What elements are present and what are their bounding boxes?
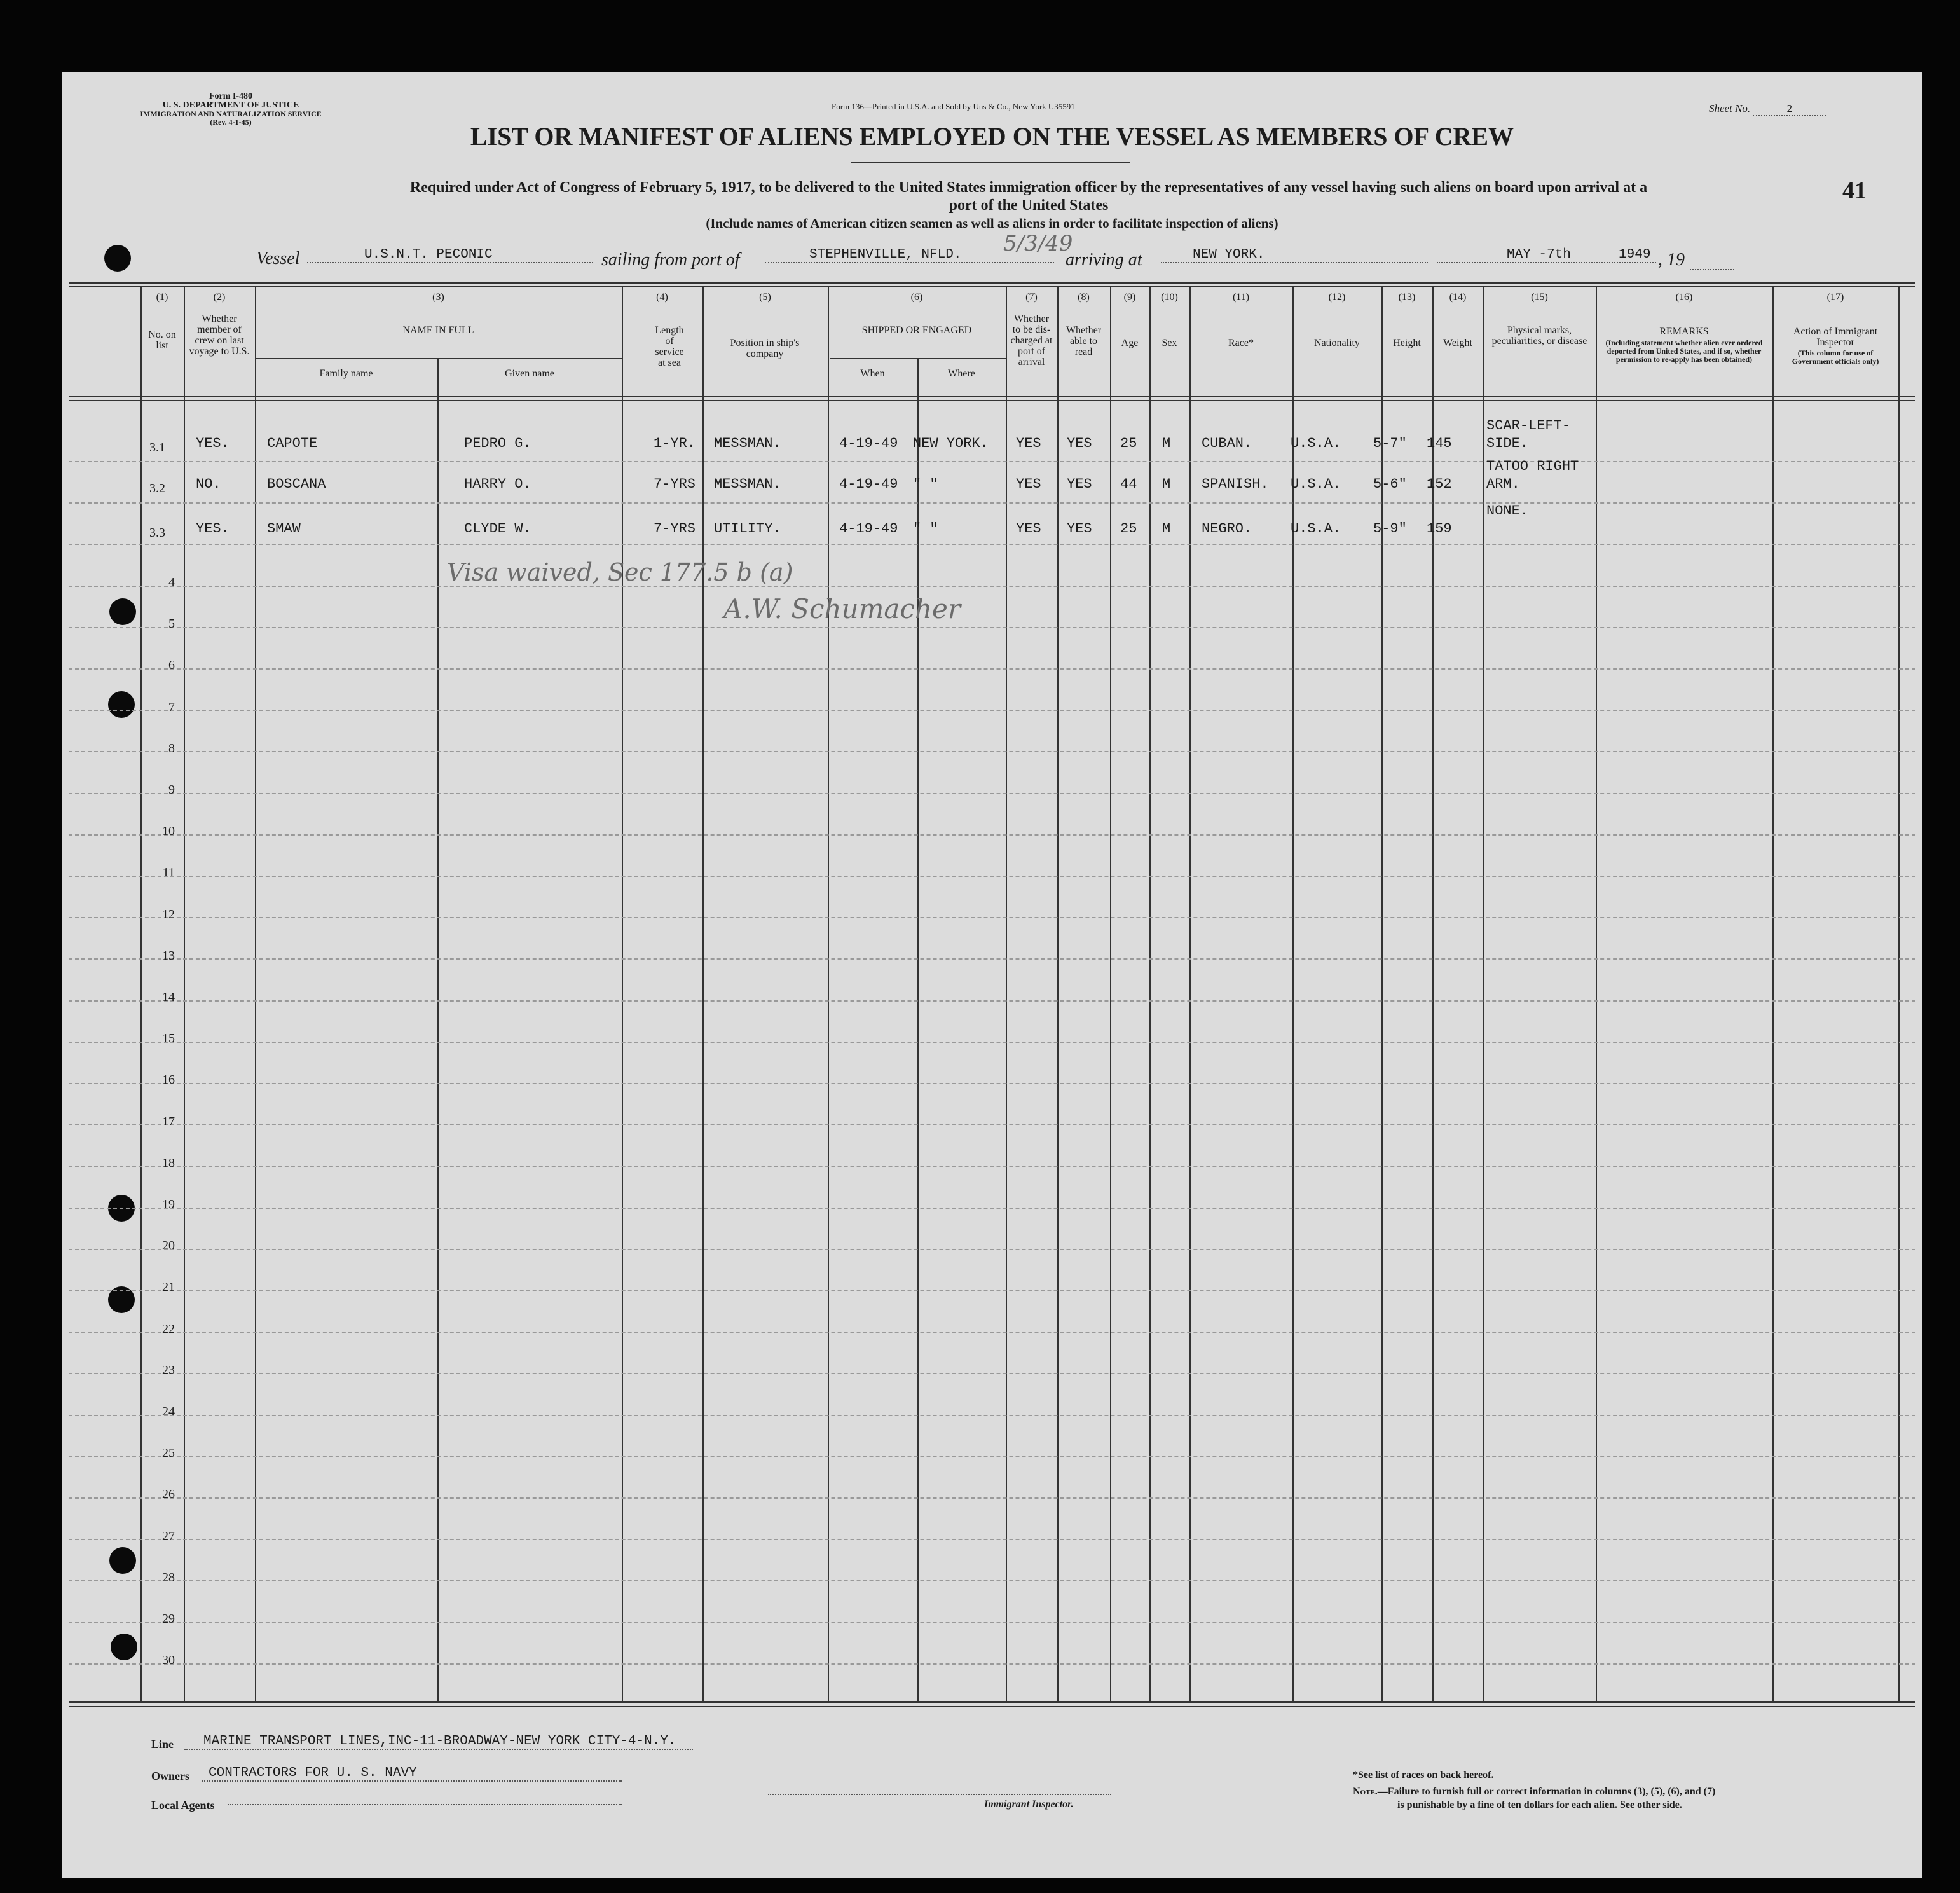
cell-marks2: ARM.: [1486, 476, 1520, 492]
col-line: [1292, 286, 1294, 1702]
col4-number: (4): [656, 292, 668, 303]
col-line: [917, 358, 919, 1702]
cell-age: 44: [1120, 476, 1137, 492]
col13-header: Height: [1393, 338, 1421, 348]
subtitle-line-2: port of the United States: [949, 197, 1109, 214]
row-rule: [69, 1580, 1915, 1581]
cell-read: YES: [1067, 476, 1092, 492]
name-subheader-rule: [255, 358, 622, 359]
arrival-year: 1949: [1619, 247, 1651, 262]
row-rule: [69, 502, 1915, 504]
row-rule: [69, 1332, 1915, 1333]
service-name: IMMIGRATION AND NATURALIZATION SERVICE: [140, 109, 322, 118]
col9-number: (9): [1123, 292, 1136, 303]
col8-number: (8): [1078, 292, 1090, 303]
cell-family: BOSCANA: [267, 476, 326, 492]
line-value: MARINE TRANSPORT LINES,INC-11-BROADWAY-NEW YORK CITY-4-N.Y.: [184, 1734, 693, 1750]
col-line: [1432, 286, 1434, 1702]
col10-number: (10): [1161, 292, 1178, 303]
row-rule: [69, 1208, 1915, 1209]
subtitle-line-1: Required under Act of Congress of February 5, 1917, to be delivered to the United States immigration officer by the representatives of any vessel having such aliens on board upon arrival at a: [409, 179, 1648, 196]
manifest-sheet: [62, 72, 1922, 1878]
col-line: [1483, 286, 1484, 1702]
cell-nationality: U.S.A.: [1291, 436, 1341, 451]
col17-number: (17): [1826, 292, 1844, 303]
row-number: 11: [162, 865, 175, 880]
row-rule: [69, 1000, 1915, 1002]
row-number: 12: [162, 907, 175, 921]
row-number: 30: [162, 1653, 175, 1668]
row-number: 7: [168, 699, 175, 714]
cell-marks2: SIDE.: [1486, 436, 1529, 451]
row-number: 23: [162, 1363, 175, 1377]
subtitle-note: (Include names of American citizen seamen as well as aliens in order to facilitate inspection of aliens): [706, 216, 1278, 231]
row-number: 4: [168, 575, 175, 589]
line-label: Line: [151, 1738, 174, 1751]
cell-where: " ": [913, 521, 938, 537]
col6a-header: When: [860, 368, 885, 379]
col-line: [1381, 286, 1383, 1702]
page-stamp: 41: [1842, 177, 1867, 204]
note-text-2: is punishable by a fine of ten dollars for each alien. See other side.: [1397, 1800, 1682, 1810]
col17-note: (This column for use of Government officials only): [1792, 348, 1879, 366]
cell-sex: M: [1162, 436, 1171, 451]
cell-race: CUBAN.: [1202, 436, 1252, 451]
col13-number: (13): [1398, 292, 1416, 303]
row-number: 3.1: [149, 441, 165, 455]
revision: (Rev. 4-1-45): [210, 118, 252, 127]
row-rule: [69, 461, 1915, 462]
col16-header: REMARKS: [1659, 326, 1709, 337]
cell-where: " ": [913, 476, 938, 492]
col10-header: Sex: [1162, 338, 1177, 348]
cell-position: MESSMAN.: [714, 436, 781, 451]
col15-header: Physical marks, peculiarities, or disease: [1491, 325, 1587, 347]
row-rule: [69, 627, 1915, 628]
col11-header: Race*: [1228, 338, 1254, 348]
row-number: 9: [168, 783, 175, 797]
row-rule: [69, 834, 1915, 836]
header-bottom-rule: [69, 396, 1915, 397]
cell-age: 25: [1120, 436, 1137, 451]
row-number: 5: [168, 617, 175, 631]
col9-header: Age: [1121, 338, 1139, 348]
visa-waived-note: Visa waived, Sec 177.5 b (a): [447, 558, 793, 586]
agents-label: Local Agents: [151, 1799, 215, 1812]
cell-family: CAPOTE: [267, 436, 318, 451]
col12-number: (12): [1328, 292, 1346, 303]
cell-marks1: SCAR-LEFT-: [1486, 418, 1571, 434]
row-number: 6: [168, 658, 175, 673]
cell-length: 7-YRS: [654, 521, 696, 537]
col11-number: (11): [1232, 292, 1250, 303]
col4-header: Length of service at sea: [655, 325, 684, 368]
col6-number: (6): [910, 292, 923, 303]
cell-height: 5-9": [1373, 521, 1407, 537]
col6-header: SHIPPED OR ENGAGED: [861, 325, 972, 336]
col16-note: (Including statement whether alien ever ordered deported from United States, and if so, whether permission to re-apply has been obtained): [1605, 338, 1763, 364]
punch-hole: [104, 245, 131, 272]
col-line: [255, 286, 256, 1702]
col5-number: (5): [759, 292, 771, 303]
sheet-number: [1709, 102, 1826, 116]
col-line: [1596, 286, 1597, 1702]
cell-family: SMAW: [267, 521, 301, 537]
cell-read: YES: [1067, 436, 1092, 451]
row-rule: [69, 1539, 1915, 1540]
punch-hole: [109, 598, 136, 625]
cell-weight: 159: [1427, 521, 1452, 537]
row-number: 14: [162, 990, 175, 1004]
col1-number: (1): [156, 292, 168, 303]
row-rule: [69, 793, 1915, 794]
row-rule: [69, 1622, 1915, 1623]
col-line: [702, 286, 704, 1702]
note-label: Note.: [1353, 1786, 1378, 1797]
row-number: 22: [162, 1321, 175, 1336]
year-label: , 19: [1658, 250, 1685, 270]
cell-crew: NO.: [196, 476, 221, 492]
owners-label: Owners: [151, 1770, 189, 1782]
row-rule: [69, 1415, 1915, 1416]
punch-hole: [109, 1547, 136, 1574]
inspector-label: Immigrant Inspector.: [984, 1799, 1074, 1810]
row-rule: [69, 1124, 1915, 1125]
row-rule: [69, 586, 1915, 587]
printer-line: Form 136—Printed in U.S.A. and Sold by Uns & Co., New York U35591: [832, 102, 1075, 111]
inspector-signature: A.W. Schumacher: [723, 593, 961, 624]
year-underline: [1690, 263, 1734, 270]
col2-header: Whether member of crew on last voyage to U.S.: [189, 313, 250, 357]
table-bottom-rule: [69, 1701, 1915, 1703]
vessel-value: U.S.N.T. PECONIC: [307, 247, 593, 263]
col8-header: Whether able to read: [1066, 325, 1102, 357]
row-number: 3.2: [149, 481, 165, 495]
sailing-label: sailing from port of: [601, 250, 740, 270]
row-rule: [69, 668, 1915, 670]
arriving-label: arriving at: [1066, 250, 1142, 270]
row-number: 28: [162, 1570, 175, 1585]
col6b-header: Where: [948, 368, 975, 379]
col14-number: (14): [1449, 292, 1467, 303]
row-rule: [69, 1249, 1915, 1250]
races-note: *See list of races on back hereof.: [1353, 1770, 1494, 1780]
cell-position: UTILITY.: [714, 521, 781, 537]
cell-weight: 152: [1427, 476, 1452, 492]
col-line: [1898, 286, 1900, 1702]
row-number: 26: [162, 1487, 175, 1502]
owners-value: CONTRACTORS FOR U. S. NAVY: [202, 1766, 622, 1782]
row-number: 24: [162, 1405, 175, 1419]
header-bottom-rule-2: [69, 400, 1915, 401]
row-rule: [69, 1290, 1915, 1291]
col-line: [184, 286, 185, 1702]
col12-header: Nationality: [1314, 338, 1360, 348]
arrival-day: MAY -7th: [1507, 247, 1571, 262]
row-rule: [69, 958, 1915, 960]
row-number: 10: [162, 824, 175, 839]
col2-number: (2): [213, 292, 226, 303]
row-rule: [69, 1373, 1915, 1374]
cell-read: YES: [1067, 521, 1092, 537]
cell-length: 7-YRS: [654, 476, 696, 492]
cell-weight: 145: [1427, 436, 1452, 451]
note-text-1: —Failure to furnish full or correct information in columns (3), (5), (6), and (7): [1377, 1786, 1716, 1797]
row-number: 29: [162, 1612, 175, 1626]
col14-header: Weight: [1443, 338, 1472, 348]
sailing-value: STEPHENVILLE, NFLD.: [765, 247, 1054, 263]
cell-crew: YES.: [196, 436, 230, 451]
row-number: 20: [162, 1239, 175, 1253]
fine-note: [1353, 1785, 1715, 1812]
cell-race: SPANISH.: [1202, 476, 1269, 492]
sheet-label: Sheet No.: [1709, 102, 1751, 114]
punch-hole: [111, 1634, 137, 1660]
cell-length: 1-YR.: [654, 436, 696, 451]
col-line: [1772, 286, 1774, 1702]
col-line: [1149, 286, 1151, 1702]
subtitle: [183, 179, 1874, 214]
col-line: [1110, 286, 1111, 1702]
table-bottom-rule-2: [69, 1706, 1915, 1707]
col5-header: Position in ship's company: [730, 338, 800, 359]
cell-crew: YES.: [196, 521, 230, 537]
title-rule: [851, 162, 1130, 163]
table-top-rule-2: [69, 286, 1915, 287]
cell-where: NEW YORK.: [913, 436, 989, 451]
cell-given: PEDRO G.: [464, 436, 531, 451]
col3-number: (3): [432, 292, 444, 303]
row-rule: [69, 710, 1915, 711]
col7-number: (7): [1025, 292, 1038, 303]
arriving-value: NEW YORK.: [1161, 247, 1428, 263]
date-value: [1437, 247, 1656, 263]
col16-number: (16): [1675, 292, 1693, 303]
form-number: Form I-480: [209, 92, 253, 101]
cell-when: 4-19-49: [839, 436, 898, 451]
cell-when: 4-19-49: [839, 476, 898, 492]
row-number: 21: [162, 1280, 175, 1295]
row-rule: [69, 1663, 1915, 1665]
row-number: 8: [168, 741, 175, 755]
col3-header: NAME IN FULL: [402, 325, 474, 336]
row-rule: [69, 1456, 1915, 1457]
cell-discharged: YES: [1016, 436, 1041, 451]
row-rule: [69, 1166, 1915, 1167]
col-line: [622, 286, 623, 1702]
row-number: 15: [162, 1031, 175, 1046]
inspector-underline: [768, 1787, 1111, 1795]
col3a-header: Family name: [319, 368, 373, 379]
cell-position: MESSMAN.: [714, 476, 781, 492]
col-line: [437, 358, 439, 1702]
cell-nationality: U.S.A.: [1291, 476, 1341, 492]
row-number: 16: [162, 1073, 175, 1087]
agents-underline: [228, 1795, 622, 1805]
cell-age: 25: [1120, 521, 1137, 537]
col15-number: (15): [1531, 292, 1548, 303]
col1-header: No. on list: [148, 329, 176, 351]
col7-header: Whether to be dis-charged at port of arrival: [1010, 313, 1053, 368]
cell-marks1: NONE.: [1486, 503, 1529, 519]
row-number: 25: [162, 1446, 175, 1461]
row-rule: [69, 751, 1915, 752]
cell-race: NEGRO.: [1202, 521, 1252, 537]
shipped-subheader-rule: [830, 358, 1006, 359]
row-number: 18: [162, 1155, 175, 1170]
row-rule: [69, 1497, 1915, 1499]
col-line: [1057, 286, 1059, 1702]
row-rule: [69, 917, 1915, 918]
table-top-rule: [69, 282, 1915, 284]
row-rule: [69, 1042, 1915, 1043]
page-title: LIST OR MANIFEST OF ALIENS EMPLOYED ON THE VESSEL AS MEMBERS OF CREW: [470, 122, 1514, 151]
row-number: 27: [162, 1529, 175, 1543]
col3b-header: Given name: [505, 368, 554, 379]
cell-height: 5-6": [1373, 476, 1407, 492]
department: U. S. DEPARTMENT OF JUSTICE: [162, 100, 299, 110]
row-number: 3.3: [149, 526, 165, 540]
row-rule: [69, 544, 1915, 545]
cell-given: HARRY O.: [464, 476, 531, 492]
cell-marks1: TATOO RIGHT: [1486, 458, 1579, 474]
row-number: 13: [162, 948, 175, 963]
col17-header: Action of Immigrant Inspector: [1793, 326, 1878, 348]
row-number: 19: [162, 1197, 175, 1211]
cell-discharged: YES: [1016, 521, 1041, 537]
row-rule: [69, 876, 1915, 877]
col-line: [1006, 286, 1007, 1702]
row-number: 17: [162, 1114, 175, 1129]
handwritten-date: 5/3/49: [1003, 231, 1073, 256]
col-line: [1189, 286, 1191, 1702]
cell-height: 5-7": [1373, 436, 1407, 451]
cell-sex: M: [1162, 476, 1171, 492]
cell-when: 4-19-49: [839, 521, 898, 537]
cell-sex: M: [1162, 521, 1171, 537]
cell-given: CLYDE W.: [464, 521, 531, 537]
vessel-label: Vessel: [256, 249, 300, 268]
row-rule: [69, 1083, 1915, 1084]
cell-discharged: YES: [1016, 476, 1041, 492]
sheet-value: 2: [1753, 102, 1826, 116]
col-line: [828, 286, 829, 1702]
cell-nationality: U.S.A.: [1291, 521, 1341, 537]
punch-hole: [108, 691, 135, 718]
